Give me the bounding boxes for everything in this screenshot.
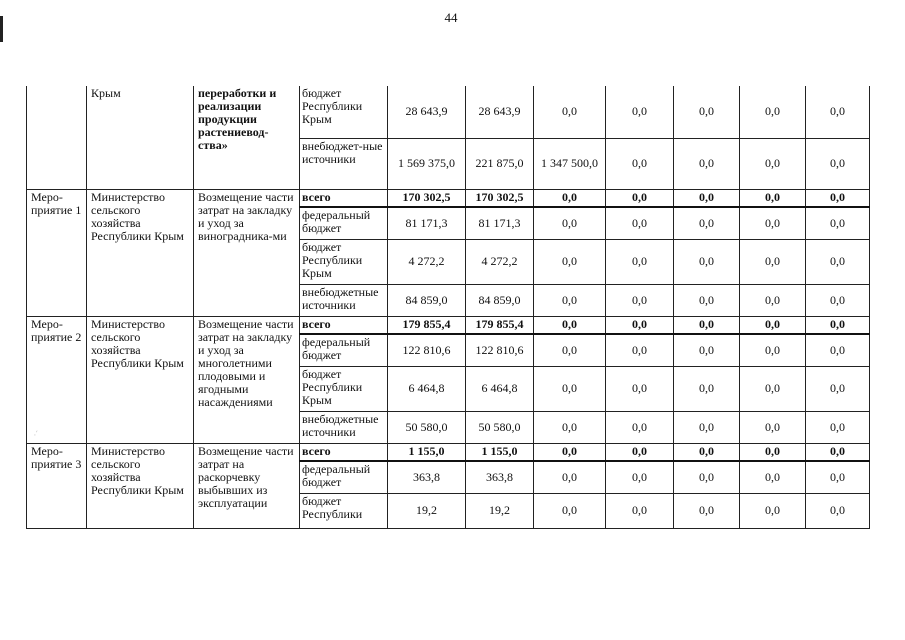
amount-cell: 0,0 (606, 316, 674, 334)
amount-cell: 0,0 (674, 239, 740, 284)
amount-cell: 0,0 (534, 189, 606, 207)
funding-source-cell: бюджет Республики Крым (300, 239, 388, 284)
funding-source-cell: внебюджетные источники (300, 284, 388, 316)
amount-cell: 0,0 (606, 411, 674, 443)
table-row (27, 316, 870, 334)
amount-cell: 0,0 (740, 366, 806, 411)
amount-cell: 1 569 375,0 (388, 138, 466, 189)
funding-source-cell: всего (300, 443, 388, 461)
amount-cell: 0,0 (534, 493, 606, 528)
amount-cell: 0,0 (606, 366, 674, 411)
amount-cell: 0,0 (740, 443, 806, 461)
table-row (27, 189, 870, 207)
amount-cell: 0,0 (806, 366, 870, 411)
amount-cell: 170 302,5 (388, 189, 466, 207)
page-number: 44 (444, 10, 458, 25)
budget-table (26, 86, 870, 529)
amount-cell: 0,0 (606, 239, 674, 284)
amount-cell: 0,0 (806, 207, 870, 239)
table-row (27, 86, 870, 138)
amount-cell: 50 580,0 (388, 411, 466, 443)
amount-cell: 1 155,0 (466, 443, 534, 461)
amount-cell: 84 859,0 (466, 284, 534, 316)
amount-cell: 0,0 (674, 138, 740, 189)
amount-cell: 0,0 (606, 334, 674, 366)
funding-source-cell: бюджет Республики Крым (300, 86, 388, 138)
table-row (27, 443, 870, 461)
amount-cell: 0,0 (806, 461, 870, 493)
amount-cell: 0,0 (674, 316, 740, 334)
amount-cell: 0,0 (740, 138, 806, 189)
amount-cell: 0,0 (740, 207, 806, 239)
amount-cell: 0,0 (740, 461, 806, 493)
amount-cell: 0,0 (534, 316, 606, 334)
amount-cell: 0,0 (806, 86, 870, 138)
amount-cell: 122 810,6 (466, 334, 534, 366)
amount-cell: 0,0 (674, 334, 740, 366)
amount-cell: 0,0 (674, 284, 740, 316)
amount-cell: 0,0 (534, 443, 606, 461)
amount-cell: 0,0 (740, 411, 806, 443)
amount-cell: 0,0 (740, 316, 806, 334)
amount-cell: 0,0 (606, 189, 674, 207)
description-cell: Возмещение части затрат на закладку и уход за виноградника-ми (194, 189, 300, 316)
funding-source-cell: бюджет Республики (300, 493, 388, 528)
event-cell (27, 86, 87, 189)
amount-cell: 0,0 (606, 493, 674, 528)
amount-cell: 0,0 (606, 443, 674, 461)
scan-smudge: ·´ (31, 428, 41, 441)
amount-cell: 179 855,4 (466, 316, 534, 334)
amount-cell: 179 855,4 (388, 316, 466, 334)
amount-cell: 28 643,9 (388, 86, 466, 138)
page-edge-mark (0, 16, 3, 42)
amount-cell: 0,0 (606, 138, 674, 189)
funding-source-cell: федеральный бюджет (300, 334, 388, 366)
amount-cell: 0,0 (806, 189, 870, 207)
amount-cell: 4 272,2 (388, 239, 466, 284)
executor-cell: Министерство сельского хозяйства Республики Крым (87, 316, 194, 443)
amount-cell: 0,0 (534, 461, 606, 493)
description-cell: Возмещение части затрат на раскорчевку выбывших из эксплуатации (194, 443, 300, 528)
amount-cell: 0,0 (740, 239, 806, 284)
amount-cell: 19,2 (388, 493, 466, 528)
amount-cell: 0,0 (534, 366, 606, 411)
funding-source-cell: бюджет Республики Крым (300, 366, 388, 411)
amount-cell: 0,0 (674, 207, 740, 239)
amount-cell: 81 171,3 (388, 207, 466, 239)
event-cell: Меро-приятие 2 (27, 316, 87, 443)
amount-cell: 0,0 (534, 207, 606, 239)
amount-cell: 50 580,0 (466, 411, 534, 443)
amount-cell: 0,0 (806, 493, 870, 528)
amount-cell: 221 875,0 (466, 138, 534, 189)
amount-cell: 0,0 (606, 461, 674, 493)
amount-cell: 0,0 (806, 316, 870, 334)
amount-cell: 122 810,6 (388, 334, 466, 366)
amount-cell: 0,0 (806, 138, 870, 189)
amount-cell: 0,0 (806, 443, 870, 461)
amount-cell: 0,0 (674, 86, 740, 138)
funding-source-cell: федеральный бюджет (300, 207, 388, 239)
amount-cell: 0,0 (674, 411, 740, 443)
amount-cell: 84 859,0 (388, 284, 466, 316)
amount-cell: 6 464,8 (388, 366, 466, 411)
executor-cell: Крым (87, 86, 194, 189)
amount-cell: 0,0 (806, 284, 870, 316)
amount-cell: 0,0 (534, 334, 606, 366)
amount-cell: 0,0 (534, 284, 606, 316)
amount-cell: 363,8 (388, 461, 466, 493)
amount-cell: 6 464,8 (466, 366, 534, 411)
amount-cell: 0,0 (534, 239, 606, 284)
amount-cell: 0,0 (740, 493, 806, 528)
amount-cell: 363,8 (466, 461, 534, 493)
amount-cell: 28 643,9 (466, 86, 534, 138)
description-cell: переработки и реализации продукции растениевод-ства» (194, 86, 300, 189)
amount-cell: 0,0 (806, 334, 870, 366)
amount-cell: 0,0 (606, 284, 674, 316)
amount-cell: 0,0 (740, 189, 806, 207)
funding-source-cell: всего (300, 189, 388, 207)
funding-source-cell: всего (300, 316, 388, 334)
amount-cell: 0,0 (740, 284, 806, 316)
amount-cell: 0,0 (674, 443, 740, 461)
amount-cell: 0,0 (674, 189, 740, 207)
amount-cell: 0,0 (674, 493, 740, 528)
amount-cell: 0,0 (806, 239, 870, 284)
amount-cell: 0,0 (534, 86, 606, 138)
amount-cell: 0,0 (606, 86, 674, 138)
amount-cell: 1 347 500,0 (534, 138, 606, 189)
funding-source-cell: федеральный бюджет (300, 461, 388, 493)
amount-cell: 0,0 (534, 411, 606, 443)
executor-cell: Министерство сельского хозяйства Республики Крым (87, 189, 194, 316)
amount-cell: 0,0 (674, 366, 740, 411)
amount-cell: 0,0 (674, 461, 740, 493)
amount-cell: 0,0 (740, 86, 806, 138)
funding-source-cell: внебюджет-ные источники (300, 138, 388, 189)
amount-cell: 170 302,5 (466, 189, 534, 207)
funding-source-cell: внебюджетные источники (300, 411, 388, 443)
event-cell: Меро-приятие 1 (27, 189, 87, 316)
amount-cell: 19,2 (466, 493, 534, 528)
executor-cell: Министерство сельского хозяйства Республики Крым (87, 443, 194, 528)
amount-cell: 0,0 (806, 411, 870, 443)
amount-cell: 4 272,2 (466, 239, 534, 284)
amount-cell: 0,0 (740, 334, 806, 366)
amount-cell: 0,0 (606, 207, 674, 239)
event-cell: Меро-приятие 3 (27, 443, 87, 528)
description-cell: Возмещение части затрат на закладку и уход за многолетними плодовыми и ягодными насаждениями (194, 316, 300, 443)
amount-cell: 81 171,3 (466, 207, 534, 239)
amount-cell: 1 155,0 (388, 443, 466, 461)
